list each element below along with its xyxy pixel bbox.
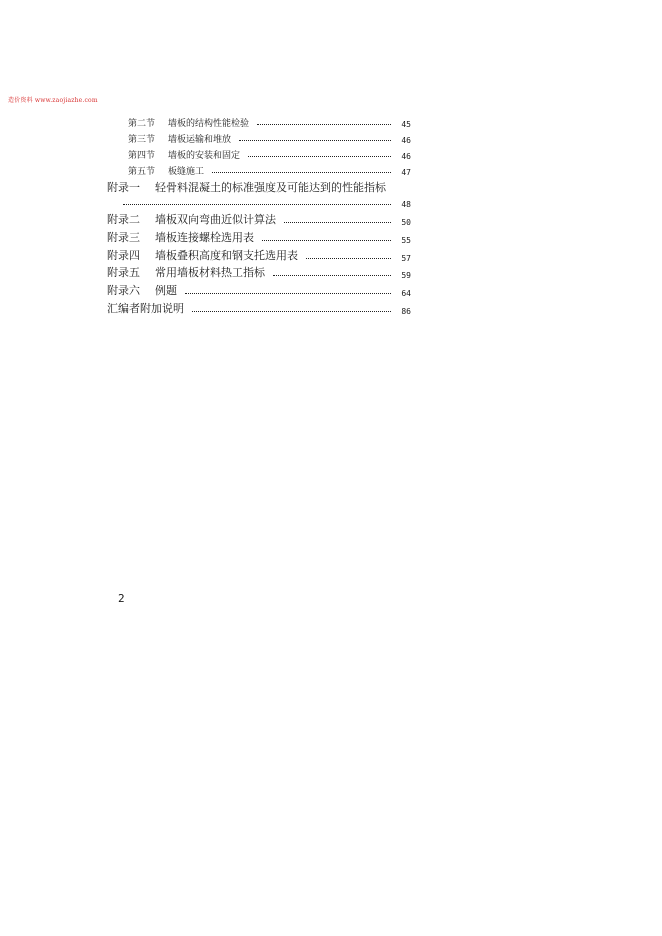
toc-section-label: 第四节 [128, 151, 156, 161]
toc-appendix-label: 附录五 [107, 266, 140, 279]
toc-row-appendix-4[interactable] [107, 249, 411, 263]
toc-appendix-label: 附录三 [107, 231, 140, 244]
toc-appendix-label: 附录六 [107, 284, 140, 297]
toc-page-number: 64 [401, 289, 411, 298]
toc-appendix-title: 墙板连接螺栓选用表 [155, 231, 254, 244]
dot-leader [284, 222, 391, 223]
toc-page-number: 45 [401, 120, 411, 129]
toc-section-label: 第三节 [128, 135, 156, 145]
toc-appendix-title: 例题 [155, 284, 177, 297]
toc-row-section-4[interactable] [128, 149, 411, 161]
toc-row-section-5[interactable] [128, 165, 411, 177]
dot-leader [185, 293, 391, 294]
toc-page-number: 55 [401, 236, 411, 245]
toc-section-title: 板缝施工 [168, 167, 205, 177]
watermark-text: 造价资料 www.zaojiazhe.com [8, 97, 98, 104]
toc-row-appendix-3[interactable] [107, 231, 411, 245]
toc-section-title: 墙板的安装和固定 [168, 151, 241, 161]
toc-section-label: 第五节 [128, 167, 156, 177]
toc-section-label: 第二节 [128, 119, 156, 129]
toc-appendix-label: 附录四 [107, 249, 140, 262]
toc-page-number: 86 [401, 307, 411, 316]
toc-row-appendix-5[interactable] [107, 266, 411, 280]
toc-appendix-label: 附录一 [107, 181, 140, 194]
dot-leader [257, 124, 391, 125]
dot-leader [192, 311, 391, 312]
toc-page-number: 46 [401, 136, 411, 145]
toc-editor-note-title: 汇编者附加说明 [107, 302, 184, 315]
toc-appendix-title: 常用墙板材料热工指标 [155, 266, 265, 279]
toc-appendix-title: 墙板双向弯曲近似计算法 [155, 213, 276, 226]
toc-row-section-3[interactable] [128, 133, 411, 145]
toc-page-number: 57 [401, 254, 411, 263]
toc-page-number: 48 [401, 200, 411, 209]
toc-row-section-2[interactable] [128, 117, 411, 129]
toc-appendix-label: 附录二 [107, 213, 140, 226]
toc-row-appendix-1-continuation[interactable] [123, 197, 411, 209]
toc-page-number: 59 [401, 271, 411, 280]
toc-page-number: 50 [401, 218, 411, 227]
dot-leader [123, 204, 391, 205]
toc-row-appendix-6[interactable] [107, 284, 411, 298]
dot-leader [262, 240, 391, 241]
toc-section-title: 墙板运输和堆放 [168, 135, 232, 145]
dot-leader [273, 275, 391, 276]
toc-appendix-title: 墙板叠积高度和钢支托选用表 [155, 249, 298, 262]
toc-row-appendix-1[interactable] [107, 181, 411, 195]
toc-page-number: 47 [401, 168, 411, 177]
dot-leader [239, 140, 391, 141]
toc-section-title: 墙板的结构性能检验 [168, 119, 250, 129]
toc-row-appendix-2[interactable] [107, 213, 411, 227]
dot-leader [248, 156, 391, 157]
dot-leader [306, 258, 391, 259]
toc-page-number: 46 [401, 152, 411, 161]
toc-row-editor-note[interactable] [107, 302, 411, 316]
page-number: 2 [118, 592, 125, 605]
toc-appendix-title: 轻骨料混凝土的标准强度及可能达到的性能指标 [155, 181, 386, 194]
dot-leader [212, 172, 391, 173]
